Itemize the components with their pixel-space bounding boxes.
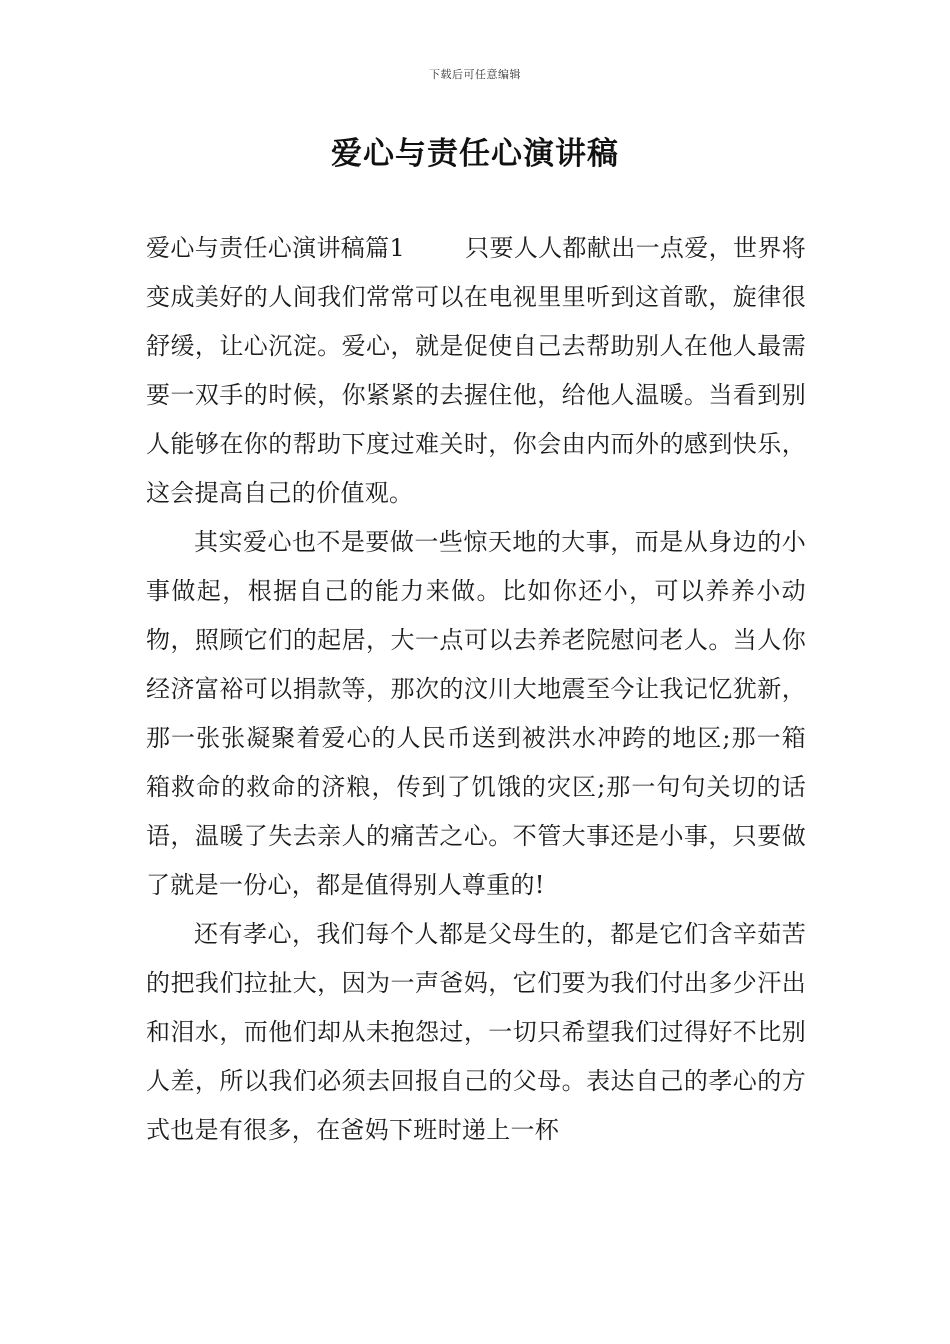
document-title: 爱心与责任心演讲稿 <box>331 136 619 172</box>
paragraph-1 <box>146 224 806 518</box>
paragraph-2: 其实爱心也不是要做一些惊天地的大事，而是从身边的小事做起，根据自己的能力来做。比如你还小，可以养养小动物，照顾它们的起居，大一点可以去养老院慰问老人。当人你经济富裕可以捐款等，那次的汶川大地震至今让我记忆犹新，那一张张凝聚着爱心的人民币送到被洪水冲跨的地区;那一箱箱救命的救命的济粮，传到了饥饿的灾区;那一句句关切的话语，温暖了失去亲人的痛苦之心。不管大事还是小事，只要做了就是一份心，都是值得别人尊重的! <box>146 528 806 899</box>
paragraph-3: 还有孝心，我们每个人都是父母生的，都是它们含辛茹苦的把我们拉扯大，因为一声爸妈，它们要为我们付出多少汗出和泪水，而他们却从未抱怨过，一切只希望我们过得好不比别人差，所以我们必须去回报自己的父母。表达自己的孝心的方式也是有很多，在爸妈下班时递上一杯 <box>146 920 806 1144</box>
header-note: 下载后可任意编辑 <box>429 68 521 81</box>
paragraph-1-lead: 爱心与责任心演讲稿篇1 <box>146 234 406 262</box>
document-body <box>146 224 806 1155</box>
paragraph-1-text: 只要人人都献出一点爱，世界将变成美好的人间我们常常可以在电视里里听到这首歌，旋律很舒缓，让心沉淀。爱心，就是促使自己去帮助别人在他人最需要一双手的时候，你紧紧的去握住他，给他人温暖。当看到别人能够在你的帮助下度过难关时，你会由内而外的感到快乐，这会提高自己的价值观。 <box>146 234 806 507</box>
